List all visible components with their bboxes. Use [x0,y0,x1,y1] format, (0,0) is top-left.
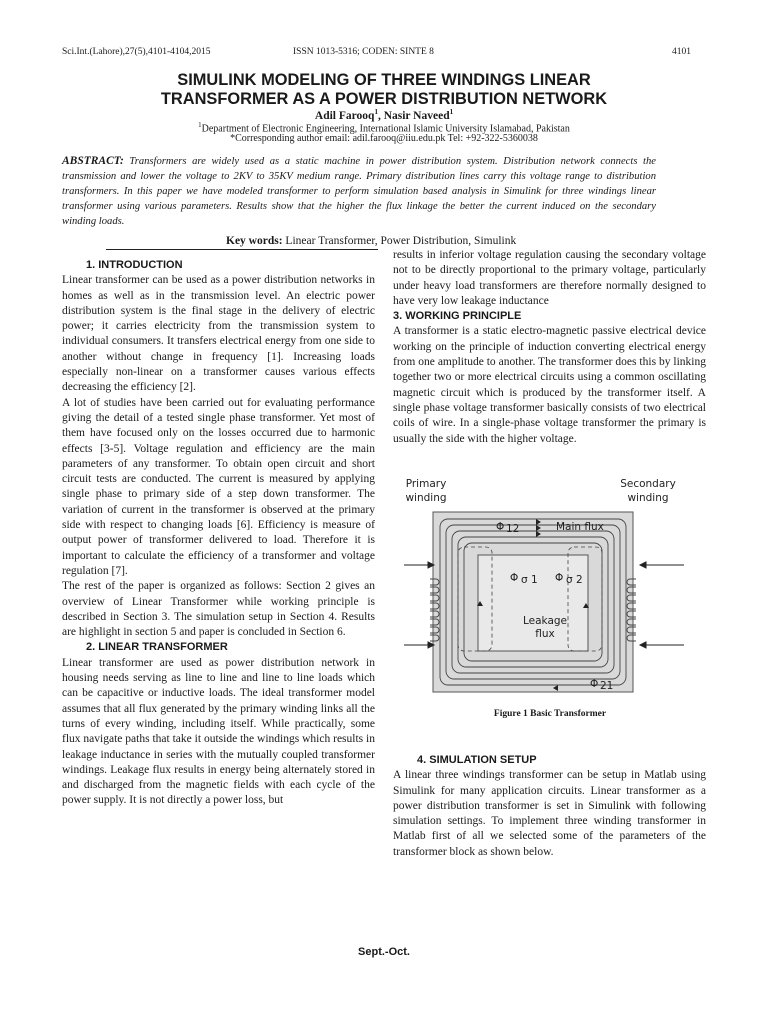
left-column [62,258,375,809]
section-4-heading: 4. SIMULATION SETUP [417,754,537,766]
secondary-winding-label-1: Secondary [620,478,676,490]
intro-paragraph-3: The rest of the paper is organized as follows: Section 2 gives an overview of Linear Transformer while working principle is described in Section 3. The simulation setup in Section 4. Results are highlight in section 5 and paper is concluded in Section 6. [62,580,375,639]
author-1: Adil Farooq [314,109,375,122]
keywords-text: Linear Transformer, Power Distribution, Simulink [285,235,517,247]
author-1-affiliation-mark: 1 [374,108,378,116]
phi-sigma2-symbol: Φ [555,572,564,584]
author-list [0,108,768,122]
abstract-text: Transformers are widely used as a static machine in power distribution system. Distribution network connects the transmission and lower the voltage to 2KV to 35KV medium range. Primary distribution lines carry this voltage range to distribution transformers. In this paper we have modeled transformer to perform simulation based analysis in Simulink for three windings linear transformer using various parameters. Results show that the higher the flux linkage the better the current induced on the secondary winding loads. [62,156,656,227]
linear-transformer-paragraph: Linear transformer are used as power distribution network in housing needs serving as line to line and line to line loads which can be capacitive or inductive loads. The ideal transformer model assumes that all flux generated by the primary winding links all the turns of every winding, including itself. While practically, some flux navigate paths that take it outside the windings which results in leakage inductance in series with the mutually coupled transformer windings. Leakage flux results in energy being alternately stored in and discharged from the magnetic fields with each cycle of the power supply. It is not directly a power loss, but [62,656,375,807]
working-principle-paragraph: A transformer is a static electro-magnetic passive electrical device working on the principle of induction converting electrical energy from one amplitude to another. The transformer does this by linking together two or more electrical circuits using a common oscillating magnetic circuit which is produced by the transformer itself. A single phase voltage transformer basically consists of two electrical coils of wire. In a single-phase voltage transformer the primary is usually the side with the higher voltage. [393,325,706,445]
author-separator: , [377,109,384,122]
transformer-figure [400,475,688,697]
section-3-heading: 3. WORKING PRINCIPLE [393,310,522,323]
primary-winding-label-1: Primary [405,478,447,490]
right-column-bottom [393,753,706,860]
leakage-flux-label-1: Leakage [522,615,568,627]
secondary-winding-label-2: winding [627,492,669,504]
linear-transformer-continuation: results in inferior voltage regulation causing the secondary voltage not to be directly proportional to the primary voltage, particularly under heavy load transformers are therefore normally designed to have very low leakage inductance [393,249,706,307]
phi-sigma1-subscript: σ 1 [521,574,538,586]
leakage-flux-label-2: flux [535,628,555,640]
figure-caption: Figure 1 Basic Transformer [493,709,607,719]
main-flux-label: Main flux [556,521,604,533]
paper-title-line-1: SIMULINK MODELING OF THREE WINDINGS LINEAR [177,71,591,89]
keywords-label: Key words: [226,235,283,247]
journal-citation: Sci.Int.(Lahore),27(5),4101-4104,2015 [62,47,211,57]
phi-sigma2-subscript: σ 2 [566,574,583,586]
corresponding-author: *Corresponding author email: adil.farooq@iiu.edu.pk Tel: +92-322-5360038 [230,133,538,144]
section-1-heading: 1. INTRODUCTION [86,259,183,271]
paper-title-line-2: TRANSFORMER AS A POWER DISTRIBUTION NETWORK [160,90,608,108]
page-number: 4101 [672,47,691,57]
issn-line: ISSN 1013-5316; CODEN: SINTE 8 [293,47,434,57]
abstract [62,154,656,229]
author-2: Nasir Naveed [383,109,450,122]
intro-paragraph-2: A lot of studies have been carried out for evaluating performance giving the detail of a tested single phase transformer. Yet most of them have focused only on the losses occurred due to harmonic effects [3-5]. Voltage regulation and efficiency are the main parameters of any transformer. To obtain open circuit and short circuit tests are conducted. The current is measured by applying single phase to primary side of a step down transformer. The variation of current in the transformer is observed at the primary side with respect to changing loads [6]. Efficiency is measure of output power of transformer delivered to load. Therefore it is important to calculate the efficiency of a transformer and voltage regulation [7]. [62,396,375,577]
phi-21-subscript: 21 [600,680,614,692]
simulation-setup-paragraph: A linear three windings transformer can be setup in Matlab using Simulink for many application circuits. Linear transformer as a power distribution transformer is set in Simulink with following simulation settings. To implement three winding transformer in Matlab first of all we selected some of the parameters of the transformer block as shown below. [393,769,706,858]
phi-12-symbol: Φ [496,521,505,533]
right-column-top [393,248,706,447]
primary-winding-label-2: winding [405,492,447,504]
abstract-label: ABSTRACT: [62,155,124,167]
section-2-heading: 2. LINEAR TRANSFORMER [86,641,228,654]
affiliation-mark: 1 [198,121,202,129]
affiliation-text: Department of Electronic Engineering, International Islamic University Islamabad, Pakistan [201,123,570,135]
core-window [478,555,588,651]
issue-footer: Sept.-Oct. [358,946,410,958]
phi-21-symbol: Φ [590,678,599,690]
phi-sigma1-symbol: Φ [510,572,519,584]
keywords [226,235,516,247]
intro-paragraph-1: Linear transformer can be used as a power distribution networks in homes as well as in the transmission level. An electric power distribution system is the final stage in the delivery of electric power; it carries electricity from the transmission system to individual consumers. It transfers electrical energy from one side to another without change in frequency [1]. Increasing loads especially non-linear on a transformer causes various effects decreasing the efficiency [2]. [62,274,375,394]
keywords-rule [106,249,378,250]
author-2-affiliation-mark: 1 [449,108,454,116]
phi-12-subscript: 12 [506,523,520,535]
